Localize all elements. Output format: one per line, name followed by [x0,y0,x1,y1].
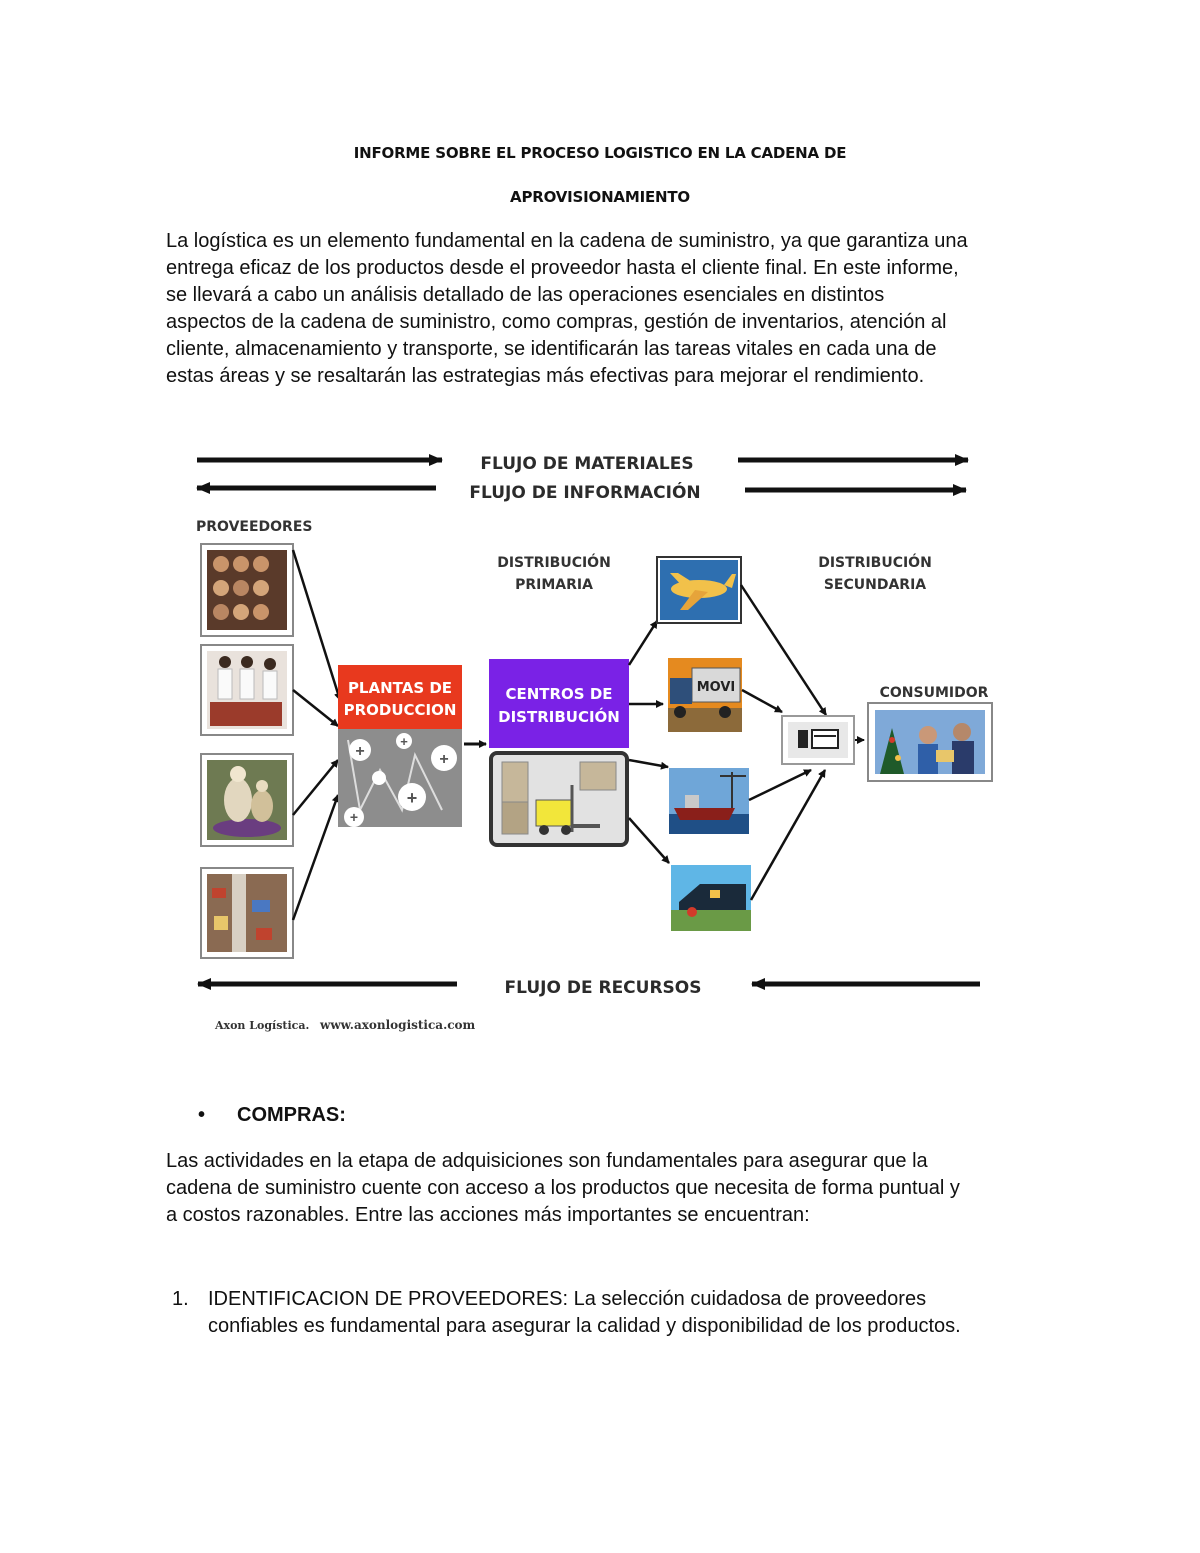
supplier-photo-2 [201,645,293,735]
ship-icon [669,768,749,834]
consumer-photo [868,703,992,781]
primary-distribution-label-1: DISTRIBUCIÓN [497,555,611,571]
arrow-supplier-4 [293,795,338,920]
svg-text:+: + [355,743,365,760]
truck-text: MOVI [696,680,736,695]
delivery-hub-icon [782,716,854,764]
arrow-centers-to-train [629,818,669,863]
airplane-icon [657,557,741,623]
intro-line: cliente, almacenamiento y transporte, se identificarán las tareas vitales en cada una de [166,338,937,360]
title-line-2: APROVISIONAMIENTO [510,188,690,206]
arrow-supplier-1 [293,550,340,700]
arrow-train-to-consumer [751,770,825,900]
compras-line: a costos razonables. Entre las acciones más importantes se encuentran: [166,1204,810,1226]
svg-text:+: + [439,751,449,768]
flow-resources-label: FLUJO DE RECURSOS [504,978,702,998]
distribution-centers-box [489,659,629,845]
list-line: IDENTIFICACION DE PROVEEDORES: La selección cuidadosa de proveedores [208,1288,927,1310]
svg-text:+: + [400,734,408,749]
compras-line: cadena de suministro cuente con acceso a los productos que necesita de forma puntual y [166,1177,960,1199]
intro-line: estas áreas y se resaltarán las estrategias más efectivas para mejorar el rendimiento. [166,365,925,387]
compras-line: Las actividades en la etapa de adquisiciones son fundamentales para asegurar que la [166,1150,928,1172]
intro-line: se llevará a cabo un análisis detallado de las operaciones esenciales en distintos [166,284,885,306]
suppliers-label: PROVEEDORES [196,519,313,535]
arrow-truck-to-hub [742,690,782,712]
train-icon [671,865,751,931]
arrow-centers-to-plane [629,621,657,665]
intro-line: La logística es un elemento fundamental en la cadena de suministro, ya que garantiza una [166,230,968,252]
list-number: 1. [172,1288,189,1310]
arrow-supplier-3 [293,760,338,815]
intro-paragraph [166,228,1046,390]
supplier-photo-1 [201,544,293,636]
flow-information-label: FLUJO DE INFORMACIÓN [469,483,701,503]
primary-distribution-label-2: PRIMARIA [515,577,593,593]
flow-materials-label: FLUJO DE MATERIALES [480,454,694,474]
centers-label-1: CENTROS DE [505,685,613,703]
plants-label-2: PRODUCCION [343,701,457,719]
truck-icon [668,658,742,732]
credit-url: www.axonlogistica.com [320,1018,476,1032]
section-heading-text: COMPRAS: [237,1104,346,1126]
credit-company: Axon Logística. [215,1019,310,1032]
compras-paragraph [166,1148,1046,1229]
supplier-photo-3 [201,754,293,846]
plants-label-1: PLANTAS DE [347,679,453,697]
arrow-ship-to-consumer [749,770,811,800]
secondary-distribution-label-2: SECUNDARIA [823,577,927,593]
production-plants-box [338,665,462,827]
bullet-symbol: • [198,1104,206,1126]
arrow-supplier-2 [293,690,338,726]
svg-text:+: + [406,788,418,808]
supplier-photo-4 [201,868,293,958]
list-line: confiables es fundamental para asegurar la calidad y disponibilidad de los productos. [208,1315,961,1337]
consumer-label: CONSUMIDOR [879,685,989,701]
arrow-centers-to-ship [629,760,668,767]
svg-text:+: + [349,809,359,825]
centers-label-2: DISTRIBUCIÓN [498,708,620,726]
intro-line: entrega eficaz de los productos desde el proveedor hasta el cliente final. En este informe, [166,257,959,279]
title-line-1: INFORME SOBRE EL PROCESO LOGISTICO EN LA CADENA DE [353,144,847,162]
secondary-distribution-label-1: DISTRIBUCIÓN [818,555,932,571]
list-item-text [208,1286,1068,1340]
intro-line: aspectos de la cadena de suministro, como compras, gestión de inventarios, atención al [166,311,947,333]
supply-chain-diagram [180,440,1000,1050]
